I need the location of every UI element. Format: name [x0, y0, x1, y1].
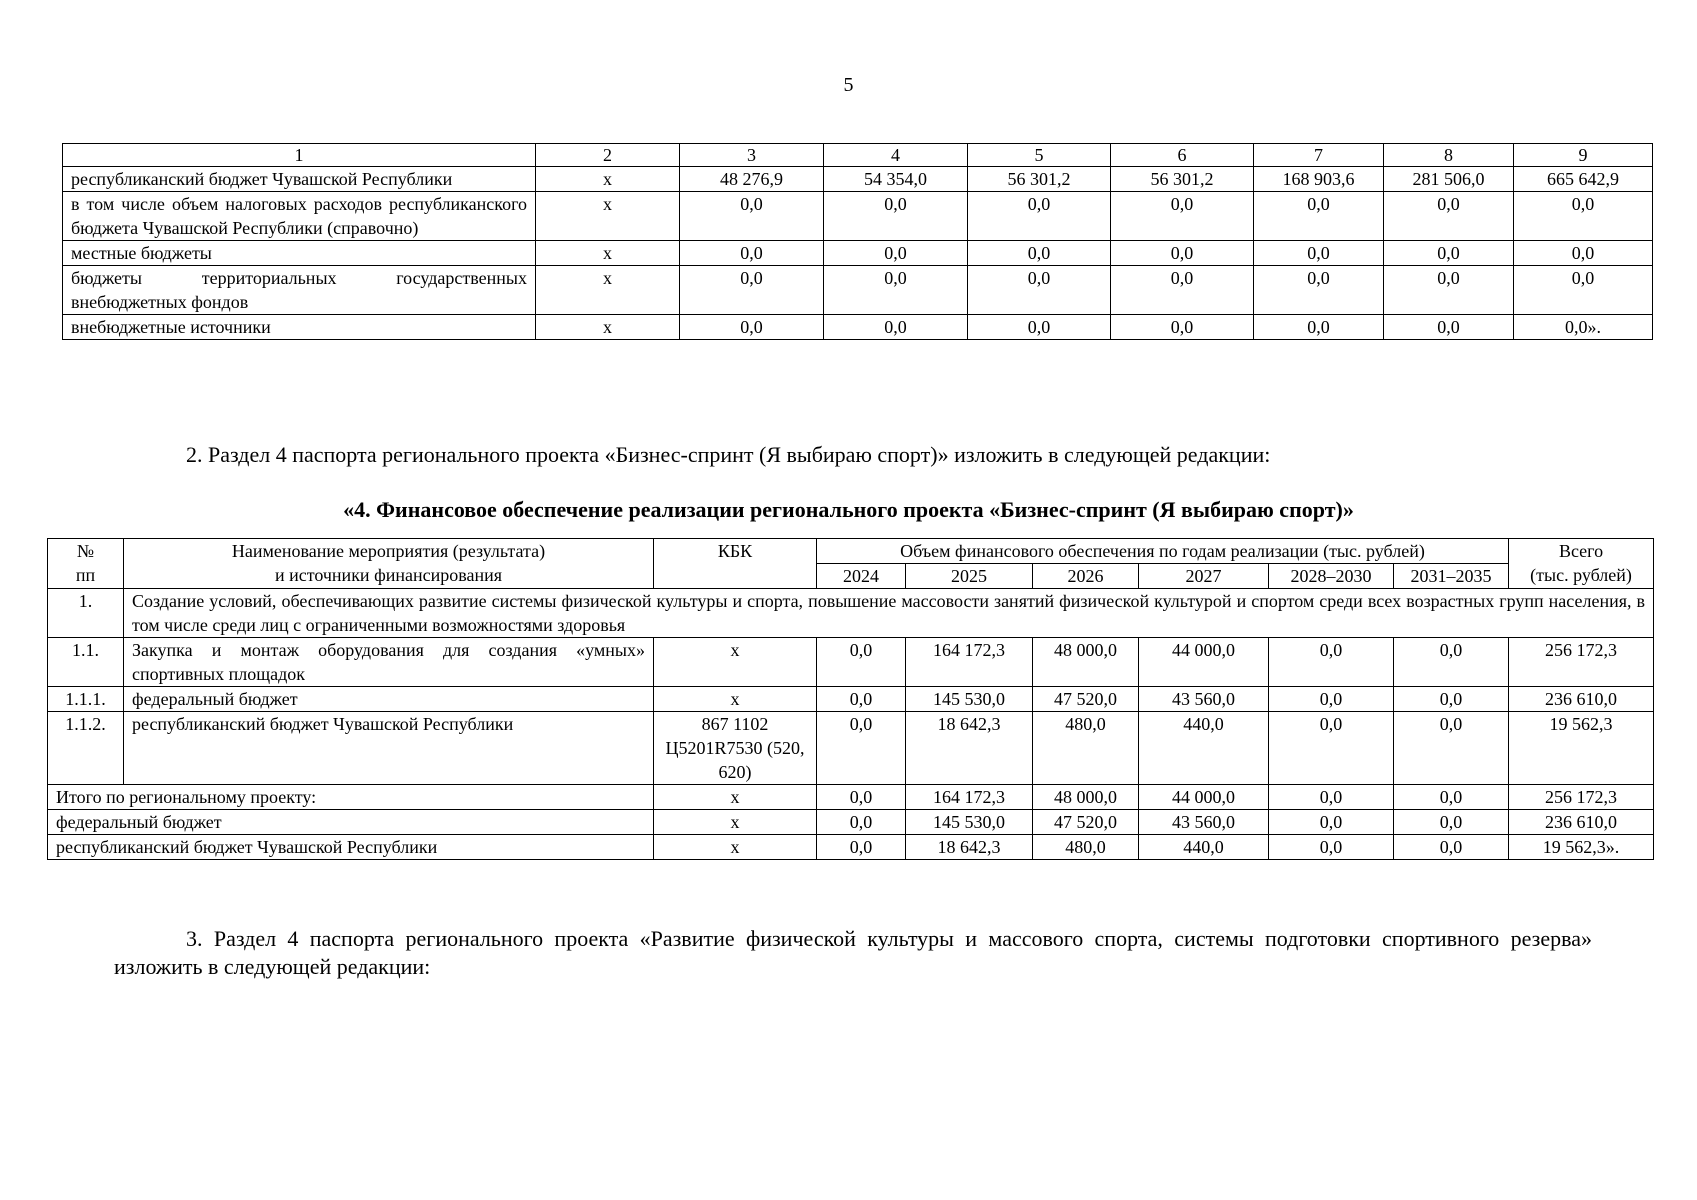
source-name: республиканский бюджет Чувашской Республики: [63, 167, 536, 192]
cell: 0,0: [1111, 192, 1254, 241]
section-heading: «4. Финансовое обеспечение реализации регионального проекта «Бизнес-спринт (Я выбираю спорт)»: [343, 497, 1354, 522]
total-name: республиканский бюджет Чувашской Республики: [48, 835, 654, 860]
value-cell: 0,0: [1269, 785, 1394, 810]
cell: 54 354,0: [824, 167, 968, 192]
cell: 48 276,9: [680, 167, 824, 192]
column-number: 9: [1514, 144, 1653, 167]
value-cell: 0,0: [817, 810, 906, 835]
table-row: [48, 638, 1654, 687]
value-cell: 47 520,0: [1033, 687, 1139, 712]
value-cell: 0,0: [1394, 810, 1509, 835]
value-cell: 44 000,0: [1139, 638, 1269, 687]
value-cell: 256 172,3: [1509, 638, 1654, 687]
year-header: 2026: [1033, 564, 1139, 589]
value-cell: 480,0: [1033, 712, 1139, 785]
cell: 0,0: [680, 315, 824, 340]
total-row: [48, 835, 1654, 860]
total-name: федеральный бюджет: [48, 810, 654, 835]
cell: 0,0: [968, 192, 1111, 241]
cell: 0,0: [1384, 315, 1514, 340]
header-line: Всего: [1558, 541, 1604, 561]
task-text: Создание условий, обеспечивающих развитие системы физической культуры и спорта, повышение массовости занятий физической культурой и спортом среди всех возрастных групп населения, в том числе среди лиц с ограниченными возможностями здоровья: [124, 589, 1654, 638]
value-cell: 0,0: [1394, 638, 1509, 687]
value-cell: 0,0: [1269, 712, 1394, 785]
source-name: внебюджетные источники: [63, 315, 536, 340]
year-header: 2031–2035: [1394, 564, 1509, 589]
source-name: местные бюджеты: [63, 241, 536, 266]
column-number: 2: [536, 144, 680, 167]
cell: 0,0: [968, 315, 1111, 340]
cell: 0,0: [1111, 266, 1254, 315]
value-cell: 0,0: [1269, 810, 1394, 835]
column-header-kbk: КБК: [654, 539, 817, 589]
cell: x: [536, 192, 680, 241]
cell: 0,0: [1514, 241, 1653, 266]
cell: 168 903,6: [1254, 167, 1384, 192]
cell: 0,0: [968, 241, 1111, 266]
value-cell: 19 562,3».: [1509, 835, 1654, 860]
value-cell: 0,0: [1269, 687, 1394, 712]
cell: 0,0: [1514, 266, 1653, 315]
value-cell: 0,0: [817, 712, 906, 785]
cell: 281 506,0: [1384, 167, 1514, 192]
value-cell: 0,0: [817, 785, 906, 810]
value-cell: 0,0: [1394, 785, 1509, 810]
value-cell: 43 560,0: [1139, 810, 1269, 835]
cell: 0,0: [680, 192, 824, 241]
value-cell: 440,0: [1139, 712, 1269, 785]
task-row: [48, 589, 1654, 638]
value-cell: 47 520,0: [1033, 810, 1139, 835]
cell: 0,0: [1111, 315, 1254, 340]
cell: 0,0: [680, 241, 824, 266]
cell: 56 301,2: [1111, 167, 1254, 192]
value-cell: 0,0: [817, 638, 906, 687]
value-cell: 18 642,3: [906, 835, 1033, 860]
page-number: 5: [843, 74, 854, 96]
kbk-cell: x: [654, 687, 817, 712]
column-header-total: [1509, 539, 1654, 589]
row-name: федеральный бюджет: [124, 687, 654, 712]
value-cell: 440,0: [1139, 835, 1269, 860]
header-line: №: [76, 541, 95, 561]
source-name: бюджеты территориальных государственных внебюджетных фондов: [63, 266, 536, 315]
kbk-cell: x: [654, 638, 817, 687]
cell: 0,0: [824, 241, 968, 266]
table-header-row: [63, 144, 1653, 167]
cell: 0,0: [824, 192, 968, 241]
total-row: [48, 785, 1654, 810]
cell: x: [536, 167, 680, 192]
cell: x: [536, 266, 680, 315]
table-header-row: [48, 539, 1654, 564]
column-number: 6: [1111, 144, 1254, 167]
column-number: 3: [680, 144, 824, 167]
value-cell: 48 000,0: [1033, 785, 1139, 810]
column-number: 7: [1254, 144, 1384, 167]
table-row: [63, 241, 1653, 266]
table-row: [63, 266, 1653, 315]
value-cell: 19 562,3: [1509, 712, 1654, 785]
cell: 0,0».: [1514, 315, 1653, 340]
cell: 0,0: [1384, 192, 1514, 241]
column-number: 5: [968, 144, 1111, 167]
table-row: [48, 712, 1654, 785]
value-cell: 164 172,3: [906, 638, 1033, 687]
funding-sources-table: [62, 143, 1653, 340]
financing-table: [47, 538, 1654, 860]
value-cell: 0,0: [817, 687, 906, 712]
column-header-name: [124, 539, 654, 589]
value-cell: 44 000,0: [1139, 785, 1269, 810]
value-cell: 0,0: [1394, 687, 1509, 712]
header-line: и источники финансирования: [274, 565, 503, 585]
row-number: 1.1.: [48, 638, 124, 687]
year-header: 2027: [1139, 564, 1269, 589]
table-row: [63, 167, 1653, 192]
value-cell: 0,0: [1394, 712, 1509, 785]
kbk-cell: x: [654, 810, 817, 835]
cell: 0,0: [968, 266, 1111, 315]
value-cell: 48 000,0: [1033, 638, 1139, 687]
table-row: [63, 315, 1653, 340]
cell: x: [536, 315, 680, 340]
kbk-cell: 867 1102 Ц5201R7530 (520, 620): [654, 712, 817, 785]
value-cell: 18 642,3: [906, 712, 1033, 785]
table-row: [48, 687, 1654, 712]
year-header: 2025: [906, 564, 1033, 589]
kbk-cell: x: [654, 835, 817, 860]
cell: 665 642,9: [1514, 167, 1653, 192]
cell: 56 301,2: [968, 167, 1111, 192]
value-cell: 236 610,0: [1509, 687, 1654, 712]
value-cell: 164 172,3: [906, 785, 1033, 810]
value-cell: 0,0: [1394, 835, 1509, 860]
year-header: 2028–2030: [1269, 564, 1394, 589]
cell: 0,0: [1384, 266, 1514, 315]
header-line: Наименование мероприятия (результата): [231, 541, 546, 561]
cell: 0,0: [1514, 192, 1653, 241]
column-number: 4: [824, 144, 968, 167]
value-cell: 43 560,0: [1139, 687, 1269, 712]
value-cell: 236 610,0: [1509, 810, 1654, 835]
cell: x: [536, 241, 680, 266]
cell: 0,0: [824, 266, 968, 315]
header-line: пп: [75, 565, 96, 585]
paragraph-3: 3. Раздел 4 паспорта регионального проекта «Развитие физической культуры и массового спорта, системы подготовки спортивного резерва» изложить в следующей редакции:: [114, 926, 1592, 979]
column-header-volume: Объем финансового обеспечения по годам реализации (тыс. рублей): [817, 539, 1509, 564]
cell: 0,0: [1254, 241, 1384, 266]
kbk-cell: x: [654, 785, 817, 810]
column-number: 1: [63, 144, 536, 167]
table-row: [63, 192, 1653, 241]
paragraph-2: 2. Раздел 4 паспорта регионального проекта «Бизнес-спринт (Я выбираю спорт)» изложить в следующей редакции:: [186, 442, 1271, 467]
row-name: Закупка и монтаж оборудования для создания «умных» спортивных площадок: [124, 638, 654, 687]
total-row: [48, 810, 1654, 835]
row-number: 1.1.1.: [48, 687, 124, 712]
value-cell: 0,0: [1269, 638, 1394, 687]
row-name: республиканский бюджет Чувашской Республики: [124, 712, 654, 785]
cell: 0,0: [1254, 266, 1384, 315]
row-number: 1.1.2.: [48, 712, 124, 785]
year-header: 2024: [817, 564, 906, 589]
value-cell: 0,0: [1269, 835, 1394, 860]
source-name: в том числе объем налоговых расходов республиканского бюджета Чувашской Республики (справочно): [63, 192, 536, 241]
header-line: (тыс. рублей): [1530, 565, 1632, 585]
cell: 0,0: [824, 315, 968, 340]
cell: 0,0: [1384, 241, 1514, 266]
value-cell: 0,0: [817, 835, 906, 860]
value-cell: 145 530,0: [906, 810, 1033, 835]
column-header-number: [48, 539, 124, 589]
value-cell: 256 172,3: [1509, 785, 1654, 810]
cell: 0,0: [1111, 241, 1254, 266]
row-number: 1.: [48, 589, 124, 638]
total-name: Итого по региональному проекту:: [48, 785, 654, 810]
cell: 0,0: [1254, 192, 1384, 241]
value-cell: 145 530,0: [906, 687, 1033, 712]
cell: 0,0: [1254, 315, 1384, 340]
cell: 0,0: [680, 266, 824, 315]
value-cell: 480,0: [1033, 835, 1139, 860]
column-number: 8: [1384, 144, 1514, 167]
